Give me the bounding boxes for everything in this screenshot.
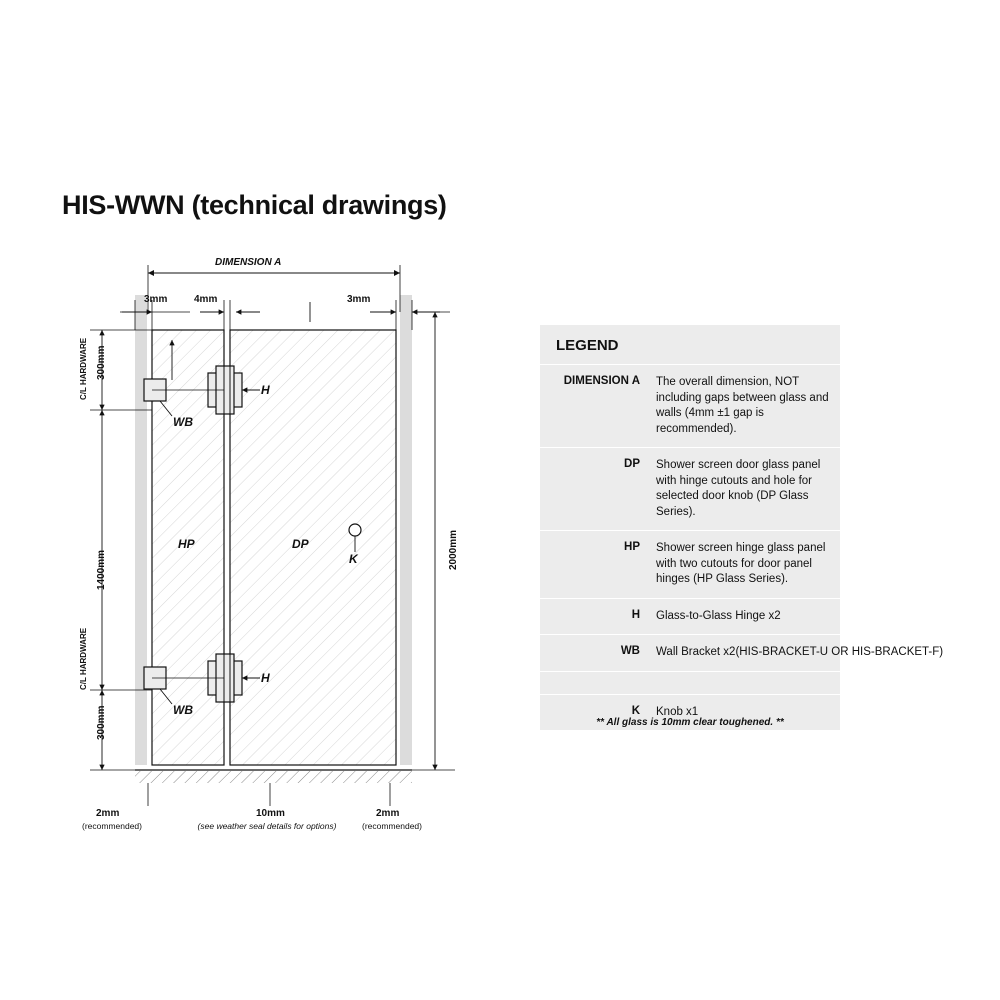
wall-bracket-bottom-label: WB	[173, 703, 193, 717]
legend-value: The overall dimension, NOT including gaps between glass and walls (4mm ±1 gap is recommended).	[656, 376, 829, 435]
gap-between-glass-label: 4mm	[194, 294, 218, 305]
middle-dim-label: 1400mm	[96, 549, 107, 590]
technical-drawing	[60, 240, 490, 840]
legend-spacer	[540, 672, 840, 695]
knob-label: K	[349, 552, 358, 566]
legend-key: WB	[620, 645, 640, 658]
gap-right-wall-label: 3mm	[347, 294, 371, 305]
legend-key: K	[631, 704, 640, 717]
dimension-a-label: DIMENSION A	[215, 257, 282, 268]
floor-gap-right-note: (recommended)	[362, 821, 422, 831]
legend-row	[540, 599, 840, 636]
legend-value: Glass-to-Glass Hinge x2	[656, 609, 781, 622]
legend-panel	[540, 325, 944, 731]
legend-value: Shower screen hinge glass panel with two cutouts for door panel hinges (HP Glass Series).	[656, 542, 826, 586]
floor-gap-centre-note: (see weather seal details for options)	[197, 821, 337, 831]
legend-note: ** All glass is 10mm clear toughened. **	[596, 717, 784, 728]
legend-key: DP	[624, 458, 640, 471]
wall-bracket-top-label: WB	[173, 415, 193, 429]
top-hardware-dim-label: 300mm	[96, 345, 107, 380]
legend-key: DIMENSION A	[563, 375, 640, 387]
overall-height-label: 2000mm	[448, 529, 459, 570]
cl-hardware-bottom-label: C/L HARDWARE	[79, 627, 88, 690]
legend-row	[540, 635, 944, 672]
hinge-bottom-label: H	[261, 671, 270, 685]
floor-gap-left-label: 2mm	[96, 808, 120, 819]
door-knob	[349, 524, 361, 536]
floor-gap-centre-label: 10mm	[256, 808, 285, 819]
gap-left-wall-label: 3mm	[144, 294, 168, 305]
legend-title: LEGEND	[540, 325, 840, 365]
hinge-panel-label: HP	[178, 537, 195, 551]
legend-key: H	[631, 608, 640, 621]
legend-row	[540, 448, 840, 531]
right-wall	[400, 295, 412, 765]
legend-row	[540, 365, 840, 448]
floor-gap-left-note: (recommended)	[82, 821, 142, 831]
door-panel-glass	[230, 330, 396, 765]
legend-value: Wall Bracket x2(HIS-BRACKET-U OR HIS-BRACKET-F)	[656, 646, 944, 659]
cl-hardware-top-label: C/L HARDWARE	[79, 337, 88, 400]
legend-value: Knob x1	[656, 705, 699, 718]
drawing-svg	[60, 240, 490, 840]
left-wall	[135, 295, 147, 765]
bottom-hardware-dim-label: 300mm	[96, 705, 107, 740]
floor-hatch	[135, 771, 412, 783]
page-title: HIS-WWN (technical drawings)	[62, 190, 447, 220]
door-panel-label: DP	[292, 537, 309, 551]
hinge-top-label: H	[261, 383, 270, 397]
floor-gap-right-label: 2mm	[376, 808, 400, 819]
legend-value: Shower screen door glass panel with hinge cutouts and hole for selected door knob (DP Glass Series).	[656, 459, 821, 518]
legend-key: HP	[624, 541, 640, 554]
legend-row	[540, 531, 840, 599]
